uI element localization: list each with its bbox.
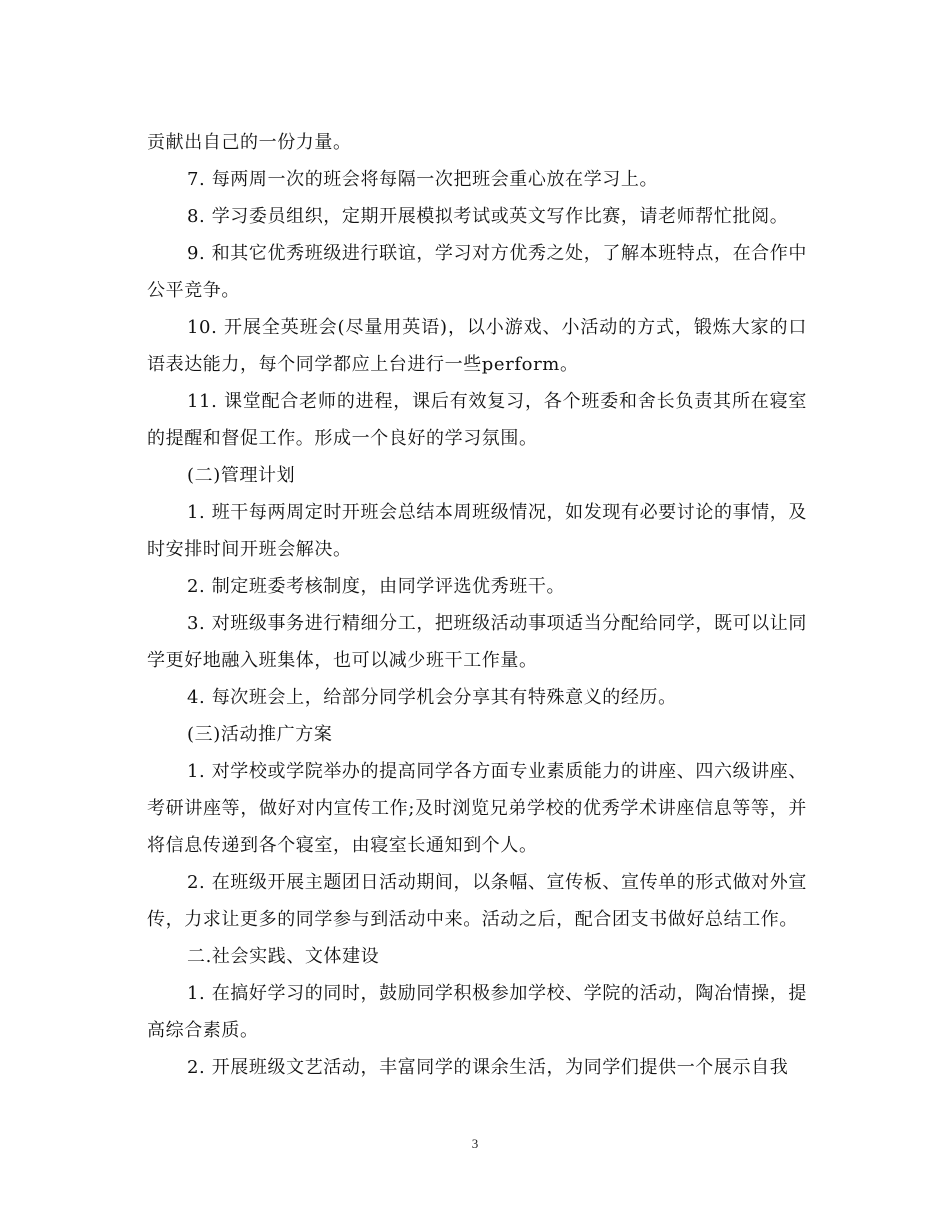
paragraph-practice-1: 1. 在搞好学习的同时，鼓励同学积极参加学校、学院的活动，陶冶情操，提高综合素质。 [147, 983, 807, 1041]
paragraph-item-8: 8. 学习委员组织，定期开展模拟考试或英文写作比赛，请老师帮忙批阅。 [187, 206, 789, 227]
paragraph-practice-2: 2. 开展班级文艺活动，丰富同学的课余生活，为同学们提供一个展示自我 [187, 1057, 789, 1078]
paragraph-promotion-2: 2. 在班级开展主题团日活动期间，以条幅、宣传板、宣传单的形式做对外宣传，力求让更多的同学参与到活动中来。活动之后，配合团支书做好总结工作。 [147, 872, 807, 930]
paragraph-management-3: 3. 对班级事务进行精细分工，把班级活动事项适当分配给同学，既可以让同学更好地融入班集体，也可以减少班干工作量。 [147, 613, 807, 671]
paragraph-management-2: 2. 制定班委考核制度，由同学评选优秀班干。 [187, 576, 566, 597]
section-heading-activity-promotion: (三)活动推广方案 [187, 724, 333, 745]
section-heading-management-plan: (二)管理计划 [187, 465, 296, 486]
paragraph-item-11: 11. 课堂配合老师的进程，课后有效复习，各个班委和舍长负责其所在寝室的提醒和督促工作。形成一个良好的学习氛围。 [147, 391, 807, 449]
page-number: 3 [471, 1136, 479, 1151]
paragraph-management-4: 4. 每次班会上，给部分同学机会分享其有特殊意义的经历。 [187, 687, 677, 708]
paragraph-promotion-1: 1. 对学校或学院举办的提高同学各方面专业素质能力的讲座、四六级讲座、考研讲座等，做好对内宣传工作;及时浏览兄弟学校的优秀学术讲座信息等等，并将信息传递到各个寝室，由寝室长通知到个人。 [147, 761, 807, 856]
document-body [147, 124, 807, 1086]
paragraph-item-10: 10. 开展全英班会(尽量用英语)，以小游戏、小活动的方式，锻炼大家的口语表达能力，每个同学都应上台进行一些perform。 [147, 317, 807, 375]
paragraph-item-9: 9. 和其它优秀班级进行联谊，学习对方优秀之处，了解本班特点，在合作中公平竞争。 [147, 243, 807, 301]
paragraph-item-7: 7. 每两周一次的班会将每隔一次把班会重心放在学习上。 [187, 169, 659, 190]
paragraph-continuation: 贡献出自己的一份力量。 [147, 132, 352, 153]
section-heading-social-practice: 二.社会实践、文体建设 [187, 946, 380, 967]
paragraph-management-1: 1. 班干每两周定时开班会总结本周班级情况，如发现有必要讨论的事情，及时安排时间开班会解决。 [147, 502, 807, 560]
